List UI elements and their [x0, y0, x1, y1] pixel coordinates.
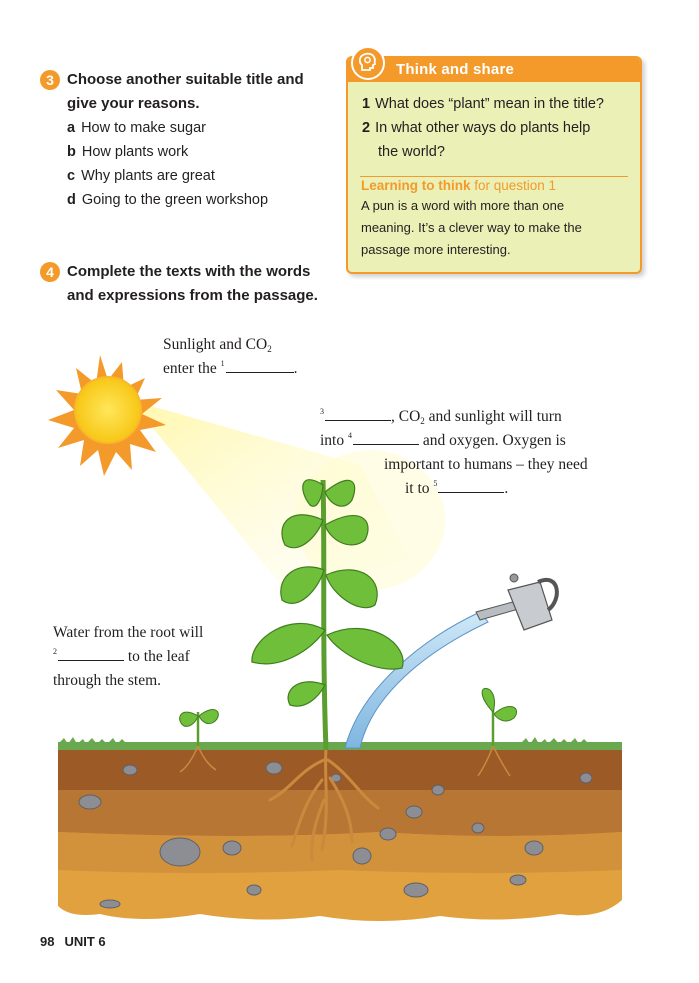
learning-to-think-line1: A pun is a word with more than one [361, 198, 565, 213]
think-and-share-header [348, 58, 640, 82]
page-footer [40, 934, 106, 949]
option-c: c Why plants are great [67, 168, 215, 184]
option-d: d Going to the green workshop [67, 192, 269, 208]
learning-to-think-line2: meaning. It’s a clever way to make the [361, 220, 582, 235]
text-2-line1: Water from the root will [53, 624, 204, 641]
exercise-4-title-line1: Complete the texts with the words [67, 263, 311, 280]
text-3-line3: important to humans – they need [384, 456, 588, 473]
option-a: a How to make sugar [67, 120, 206, 136]
exercise-3-title-line1: Choose another suitable title and [67, 71, 304, 88]
page-number: 98 [40, 934, 55, 949]
text-1-line1: Sunlight and CO2 [163, 336, 272, 354]
text-2-line3: through the stem. [53, 672, 162, 689]
exercise-3-title-line2: give your reasons. [67, 95, 200, 112]
text-3-line2: into $^4$ and oxygen. Oxygen is [320, 431, 566, 449]
blank-1-input[interactable] [226, 358, 294, 373]
exercise-3-badge: 3 [40, 70, 60, 90]
learning-to-think-line3: passage more interesting. [361, 242, 511, 257]
text-3-line1: $^3$ , CO2 and sunlight will turn [320, 407, 562, 426]
blank-4-input[interactable] [353, 430, 419, 445]
think-question-1: 1 What does “plant” mean in the title? [362, 96, 604, 112]
soil-cross-section [58, 737, 622, 921]
think-and-share-title: Think and share [396, 61, 515, 78]
exercise-4-title-line2: and expressions from the passage. [67, 287, 318, 304]
option-b: b How plants work [67, 144, 189, 160]
think-question-2-line2: the world? [378, 144, 445, 160]
think-question-2-line1: 2 In what other ways do plants help [362, 120, 591, 136]
learning-to-think-heading: Learning to think for question 1 [361, 178, 557, 193]
unit-label: UNIT 6 [64, 934, 106, 949]
blank-2-input[interactable] [58, 646, 124, 661]
text-2-line2: $^2$ to the leaf [53, 647, 190, 665]
think-and-share-box [346, 56, 642, 274]
think-divider [360, 176, 628, 177]
head-icon [351, 46, 385, 80]
exercise-4-badge: 4 [40, 262, 60, 282]
text-1-line2: enter the $^1$ . [163, 359, 298, 377]
blank-3-input[interactable] [325, 406, 391, 421]
text-3-line4: it to $^5$ . [405, 479, 509, 497]
blank-5-input[interactable] [438, 478, 504, 493]
